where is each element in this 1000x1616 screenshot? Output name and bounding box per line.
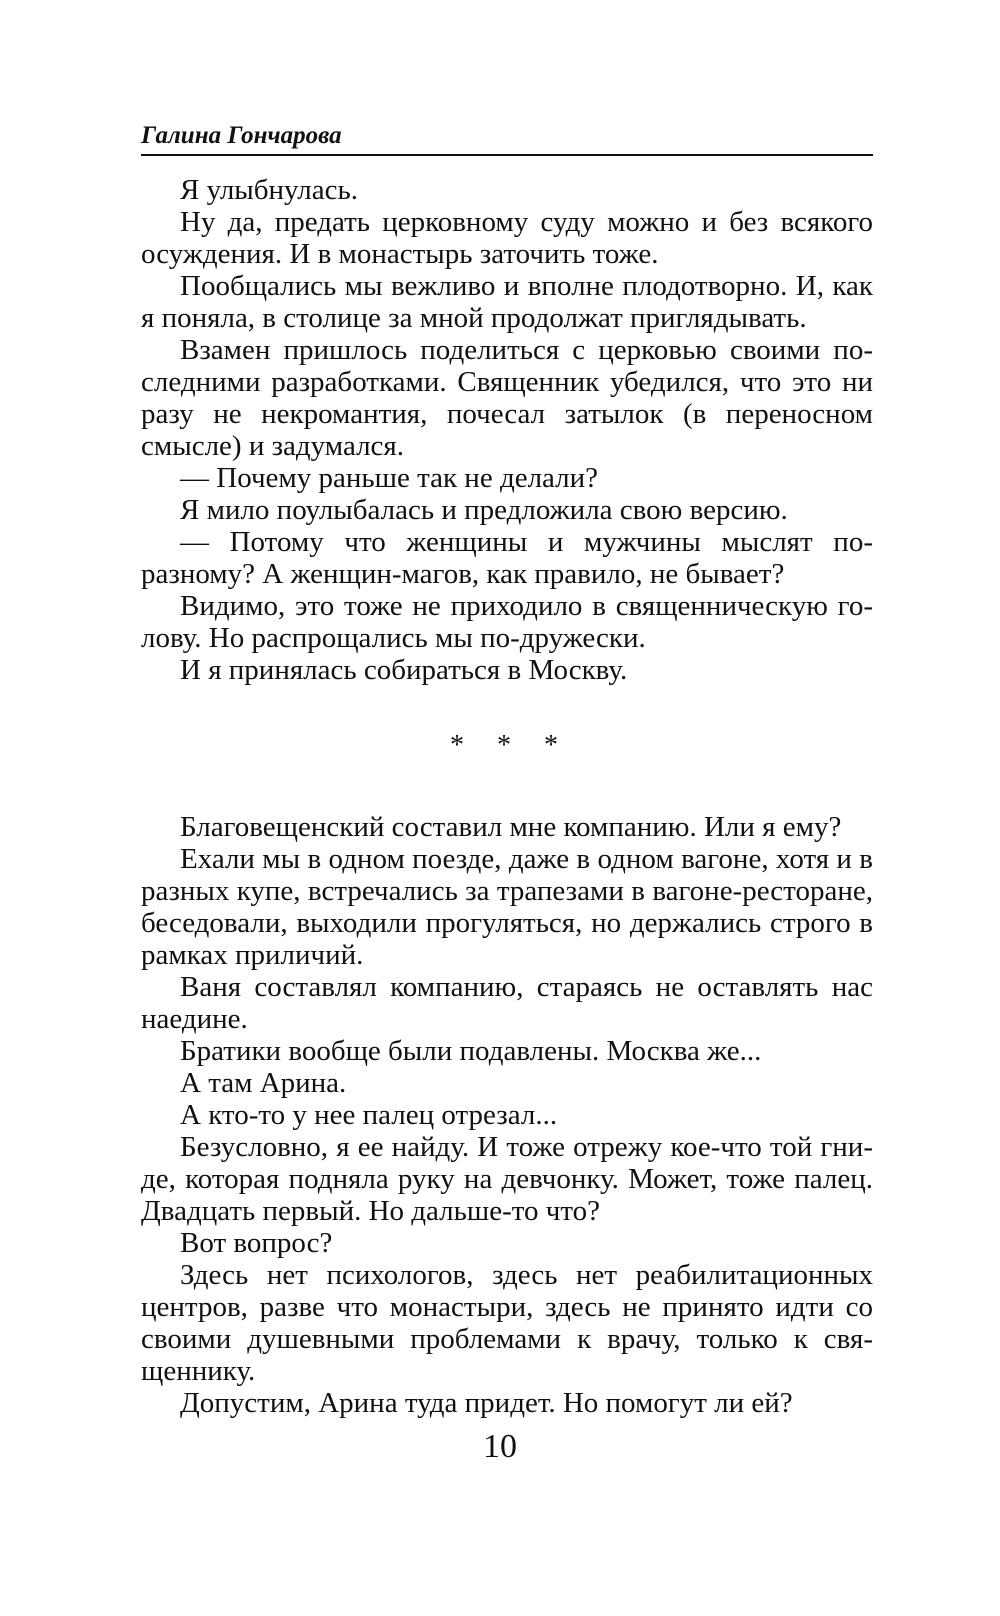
paragraph: И я принялась собираться в Москву. bbox=[180, 654, 628, 686]
text-section-1 bbox=[141, 174, 873, 686]
paragraph: Вот вопрос? bbox=[180, 1227, 333, 1259]
dialogue-line: — Потому что женщины и мужчины мыслят поразному? А женщин-магов, как правило, не бывает? bbox=[141, 526, 873, 590]
running-header bbox=[141, 110, 873, 156]
paragraph: Видимо, это тоже не приходило в священническую голову. Но распрощались мы по-дружески. bbox=[141, 590, 873, 654]
section-separator: * * * bbox=[450, 730, 564, 761]
paragraph: Благовещенский составил мне компанию. Или я ему? bbox=[180, 811, 842, 843]
paragraph: Здесь нет психологов, здесь нет реабилитационных центров, разве что монастыри, здесь не принято идти со своими душевными проблемами к врачу, только к священнику. bbox=[141, 1259, 873, 1387]
paragraph: Взамен пришлось поделиться с церковью своими последними разработками. Священник убедился, что это ни разу не некромантия, почесал затылок (в переносном смысле) и задумался. bbox=[141, 334, 873, 462]
paragraph: Безусловно, я ее найду. И тоже отрежу кое-что той гниде, которая подняла руку на девчонку. Может, тоже палец. Двадцать первый. Но дальше-то что? bbox=[141, 1131, 873, 1227]
paragraph: Ехали мы в одном поезде, даже в одном вагоне, хотя и в разных купе, встречались за трапезами в вагоне-ресторане, беседовали, выходили прогуляться, но держались строго в рамках приличий. bbox=[141, 843, 873, 971]
page-number: 10 bbox=[483, 1428, 517, 1465]
paragraph: А там Арина. bbox=[180, 1067, 347, 1099]
paragraph: Допустим, Арина туда придет. Но помогут ли ей? bbox=[180, 1387, 793, 1419]
paragraph: Братики вообще были подавлены. Москва же... bbox=[180, 1035, 762, 1067]
paragraph: Я улыбнулась. bbox=[180, 174, 358, 206]
paragraph: Я мило поулыбалась и предложила свою версию. bbox=[180, 494, 788, 526]
paragraph: Пообщались мы вежливо и вполне плодотворно. И, как я поняла, в столице за мной продолжат приглядывать. bbox=[141, 270, 873, 334]
text-section-2 bbox=[141, 811, 873, 1419]
paragraph: Ваня составлял компанию, стараясь не оставлять нас наедине. bbox=[141, 971, 873, 1035]
paragraph: Ну да, предать церковному суду можно и без всякого осуждения. И в монастырь заточить тоже. bbox=[141, 206, 873, 270]
dialogue-line: — Почему раньше так не делали? bbox=[180, 462, 599, 494]
author-name: Галина Гончарова bbox=[141, 122, 342, 149]
paragraph: А кто-то у нее палец отрезал... bbox=[180, 1099, 558, 1131]
